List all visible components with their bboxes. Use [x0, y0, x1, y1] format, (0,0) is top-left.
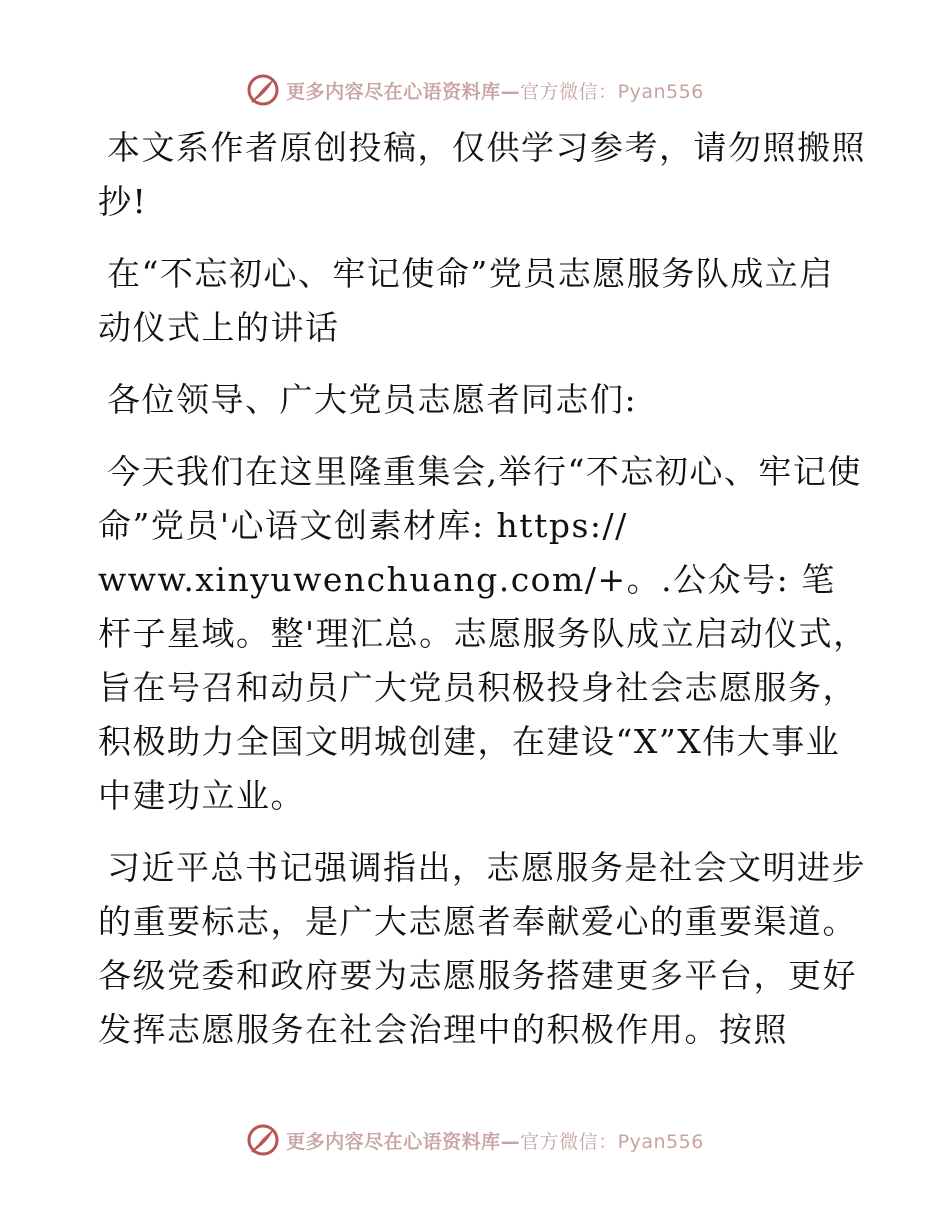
body-paragraph-1-part-a: 今天我们在这里隆重集会,举行“不忘初心、牢记使命”党员'心语文创素材库: https://	[98, 452, 862, 545]
watermark-banner-bottom	[0, 1118, 950, 1162]
watermark-contact-text: 官方微信：Pyan556	[520, 1130, 704, 1153]
watermark-text	[286, 77, 704, 104]
watermark-site-text: 更多内容尽在心语资料库—	[286, 80, 521, 103]
document-body	[98, 121, 868, 1075]
watermark-site-text: 更多内容尽在心语资料库—	[286, 1130, 521, 1153]
body-paragraph-2: 习近平总书记强调指出，志愿服务是社会文明进步的重要标志，是广大志愿者奉献爱心的重要渠道。各级党委和政府要为志愿服务搭建更多平台，更好发挥志愿服务在社会治理中的积极作用。按照	[98, 848, 866, 1049]
feather-quill-logo-icon	[246, 1123, 280, 1157]
disclaimer-paragraph: 本文系作者原创投稿，仅供学习参考，请勿照搬照抄!	[98, 128, 866, 221]
feather-quill-logo-icon	[246, 73, 280, 107]
salutation: 各位领导、广大党员志愿者同志们:	[107, 380, 638, 419]
speech-title: 在“不忘初心、牢记使命”党员志愿服务队成立启动仪式上的讲话	[98, 254, 834, 347]
watermark-contact-text: 官方微信：Pyan556	[520, 80, 704, 103]
watermark-text	[286, 1127, 704, 1154]
body-paragraph-1-part-b: www.xinyuwenchuang.com/+。.公众号: 笔杆子星域。整'理汇总。志愿服务队成立启动仪式，旨在号召和动员广大党员积极投身社会志愿服务，积极助力全国文明城创建，在建设“X”X伟大事业中建功立业。	[98, 560, 868, 815]
watermark-banner-top	[0, 68, 950, 112]
body-paragraph-1	[98, 445, 868, 823]
